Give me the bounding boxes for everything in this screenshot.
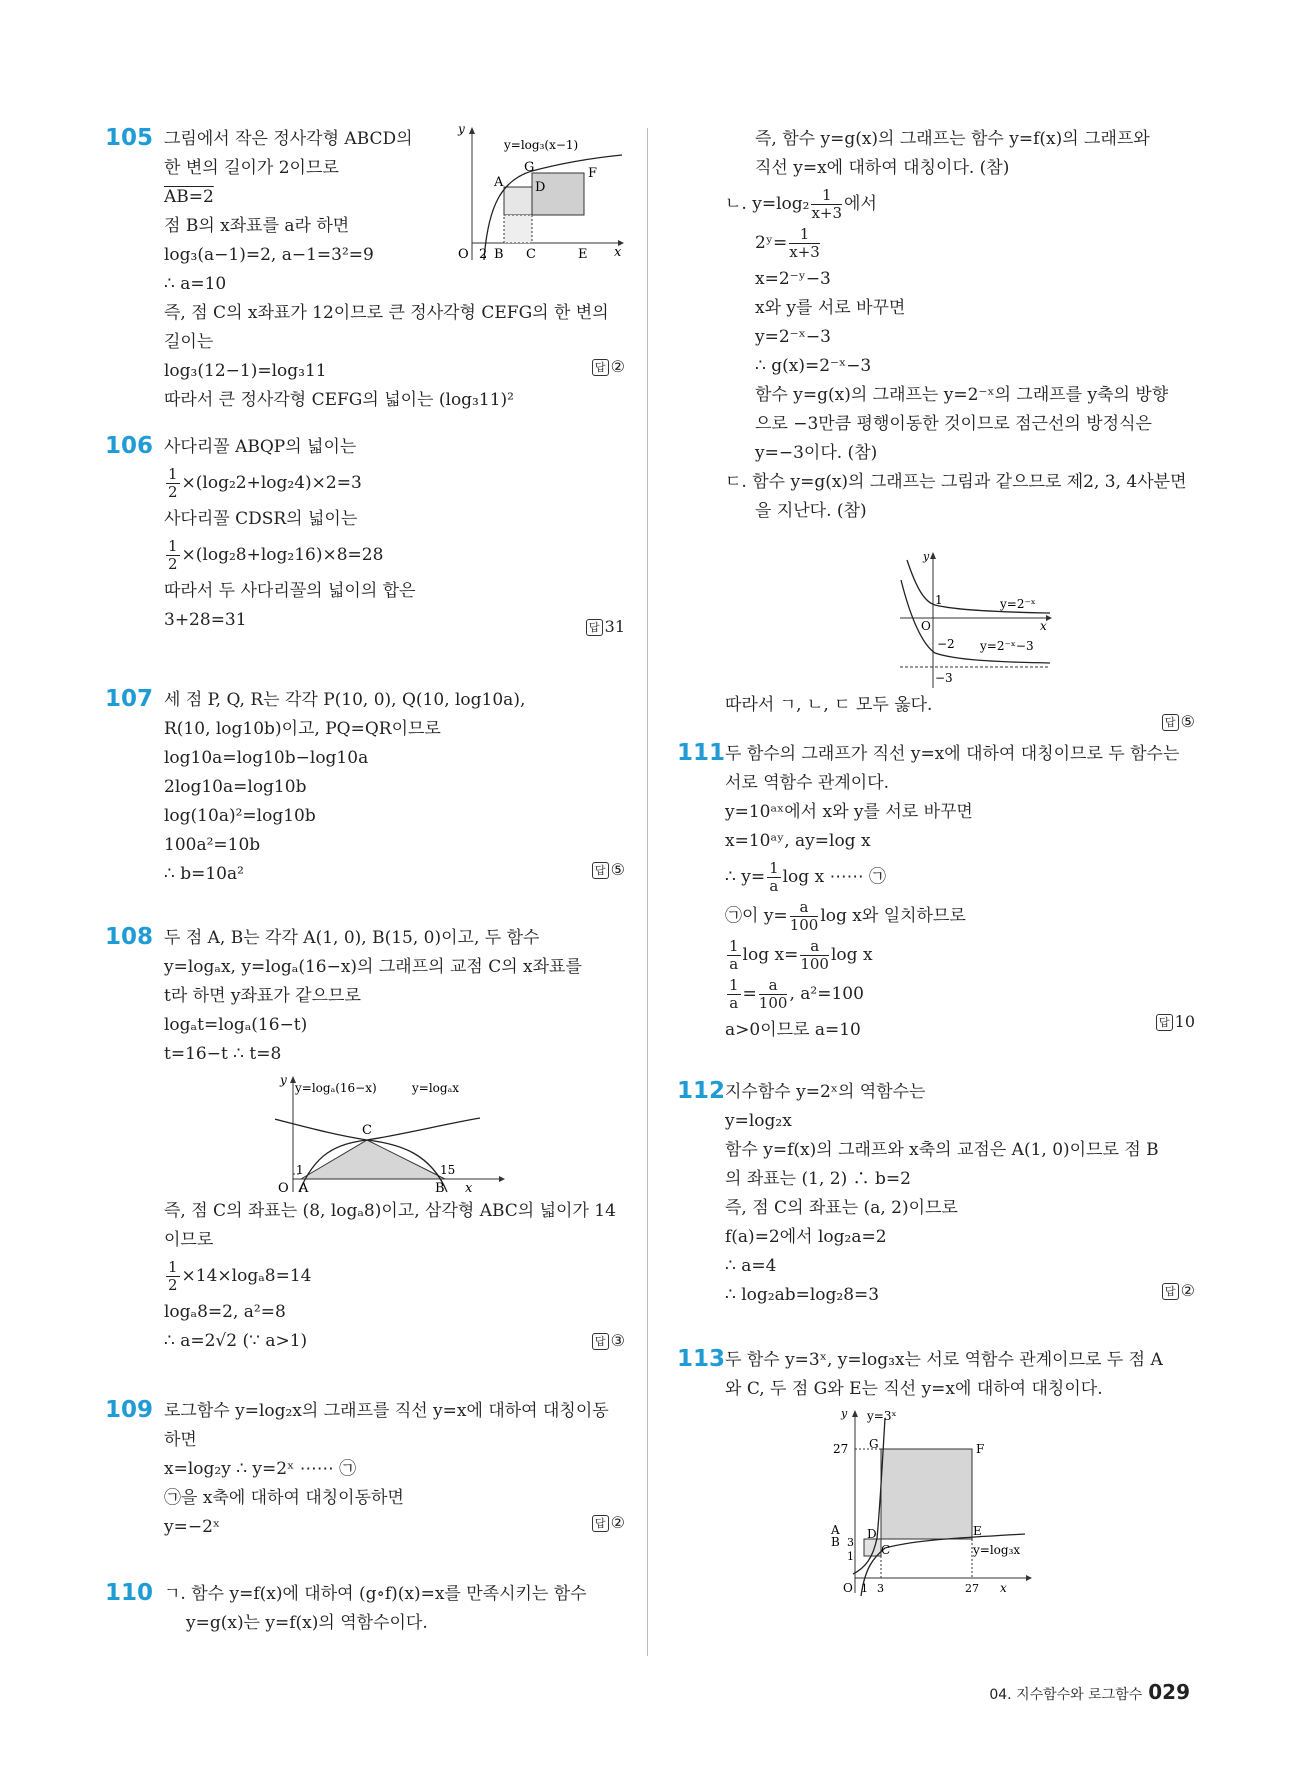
answer-icon: 답 <box>1162 1283 1179 1300</box>
graph-105 <box>452 125 627 265</box>
svg-text:O: O <box>921 619 931 633</box>
text-line: 하면 <box>164 1430 197 1450</box>
problem-number: 111 <box>677 740 726 766</box>
text-line: 을 지난다. (참) <box>755 501 867 521</box>
text-line: 즉, 함수 y=g(x)의 그래프는 함수 y=f(x)의 그래프와 <box>755 129 1150 149</box>
solution-text <box>725 1078 1195 1310</box>
text-line: 이므로 <box>164 1230 214 1250</box>
svg-text:y: y <box>841 1408 848 1420</box>
svg-text:E: E <box>578 247 588 262</box>
svg-text:C: C <box>526 247 536 262</box>
fraction: $\frac{a}{100}$ <box>758 976 788 1012</box>
text-line: 로그함수 y=log₂x의 그래프를 직선 y=x에 대하여 대칭이동 <box>164 1401 609 1421</box>
answer-mark: 답 ⑤ <box>592 860 625 879</box>
answer-mark: 답 ② <box>1162 1281 1195 1300</box>
svg-text:C: C <box>362 1123 372 1138</box>
svg-text:B: B <box>494 247 504 262</box>
problem-number: 110 <box>105 1580 154 1606</box>
answer-mark: 답 ② <box>592 1513 625 1532</box>
text-line: 지수함수 y=2ˣ의 역함수는 <box>725 1082 926 1102</box>
answer-icon: 답 <box>1156 1014 1173 1031</box>
fraction: $\frac{1}{2}$ <box>168 465 178 501</box>
problem-109 <box>100 1397 625 1542</box>
svg-text:C: C <box>881 1543 891 1557</box>
text-line: ∴ a=10 <box>164 274 227 294</box>
problem-108 <box>100 924 625 1359</box>
text-line: a>0이므로 a=10 <box>725 1020 861 1040</box>
text-line: logₐt=logₐ(16−t) <box>164 1015 308 1035</box>
text-line: 따라서 큰 정사각형 CEFG의 넓이는 (log₃11)² <box>164 390 514 410</box>
answer-icon: 답 <box>1162 714 1179 731</box>
svg-text:O: O <box>278 1181 289 1194</box>
svg-text:x: x <box>465 1181 473 1194</box>
text-line: $\frac{1}{2}$ ×(log₂2+log₂4)×2=3 <box>168 465 362 501</box>
solution-text <box>164 1580 625 1638</box>
fraction: $\frac{1}{2}$ <box>168 537 178 573</box>
text-line: ∴ b=10a² <box>164 864 244 884</box>
answer-icon: 답 <box>592 359 609 376</box>
svg-text:1: 1 <box>935 593 943 607</box>
solution-text <box>164 433 625 635</box>
fraction: $\frac{1}{x+3}$ <box>811 186 843 222</box>
svg-text:3: 3 <box>877 1582 884 1595</box>
answer-icon: 답 <box>592 862 609 879</box>
solution-text <box>164 686 625 889</box>
solution-text <box>725 740 1195 1045</box>
svg-text:y: y <box>923 550 930 563</box>
text-line: y=2⁻ˣ−3 <box>755 327 831 347</box>
text-line: 함수 y=f(x)의 그래프와 x축의 교점은 A(1, 0)이므로 점 B <box>725 1140 1159 1160</box>
text-line: 두 함수의 그래프가 직선 y=x에 대하여 대칭이므로 두 함수는 <box>725 744 1180 764</box>
svg-text:E: E <box>973 1524 982 1538</box>
svg-text:3: 3 <box>847 1536 854 1549</box>
text-line: t라 하면 y좌표가 같으므로 <box>164 986 361 1006</box>
svg-text:y=2⁻ˣ−3: y=2⁻ˣ−3 <box>980 639 1034 653</box>
text-line: y=−2ˣ <box>164 1517 221 1537</box>
chapter-title: 04. 지수함수와 로그함수 <box>989 1687 1143 1703</box>
graph-108 <box>275 1074 515 1194</box>
answer-icon: 답 <box>586 619 603 636</box>
text-line: y=logₐx, y=logₐ(16−x)의 그래프의 교점 C의 x좌표를 <box>164 957 582 977</box>
text-line: 즉, 점 C의 좌표는 (8, logₐ8)이고, 삼각형 ABC의 넓이가 14 <box>164 1201 616 1221</box>
svg-text:x: x <box>1040 619 1047 633</box>
text-line: $\frac{1}{a}$ = $\frac{a}{100}$ , a²=100 <box>729 976 864 1012</box>
svg-text:G: G <box>524 160 535 175</box>
svg-text:y: y <box>280 1074 287 1087</box>
text-line: 의 좌표는 (1, 2) ∴ b=2 <box>725 1169 911 1189</box>
svg-text:−2: −2 <box>937 637 955 651</box>
problem-112 <box>677 1078 1195 1308</box>
text-line: $\frac{1}{2}$ ×(log₂8+log₂16)×8=28 <box>168 537 384 573</box>
answer-mark: 답 ② <box>592 357 625 376</box>
text-line: R(10, log10b)이고, PQ=QR이므로 <box>164 719 441 739</box>
solution-text <box>725 1346 1195 1404</box>
text-line: 100a²=10b <box>164 835 261 855</box>
text-line: 따라서 ㄱ, ㄴ, ㄷ 모두 옳다. <box>725 695 933 715</box>
problem-105 <box>100 125 625 410</box>
text-line: 2log10a=log10b <box>164 777 307 797</box>
problem-number: 113 <box>677 1346 726 1372</box>
text-line: 즉, 점 C의 x좌표가 12이므로 큰 정사각형 CEFG의 한 변의 <box>164 303 609 323</box>
text-line: AB=2 <box>164 187 214 207</box>
svg-text:O: O <box>843 1581 853 1595</box>
text-line: x=log₂y ∴ y=2ˣ ⋯⋯ ㉠ <box>164 1459 357 1479</box>
svg-text:y=2⁻ˣ: y=2⁻ˣ <box>1000 597 1036 611</box>
fraction: $\frac{1}{x+3}$ <box>789 225 820 261</box>
answer-mark: 답 ⑤ <box>1162 712 1195 731</box>
text-line: x=2⁻ʸ−3 <box>755 269 831 289</box>
fraction: $\frac{a}{100}$ <box>789 898 819 934</box>
text-line: ㄴ. y=log₂ $\frac{1}{x+3}$ 에서 <box>725 186 877 222</box>
svg-text:15: 15 <box>440 1163 456 1177</box>
svg-text:27: 27 <box>965 1582 979 1595</box>
answer-mark: 답 ③ <box>592 1331 625 1350</box>
column-divider <box>647 128 648 1656</box>
svg-text:O: O <box>458 247 469 262</box>
text-line: ㄱ. 함수 y=f(x)에 대하여 (g∘f)(x)=x를 만족시키는 함수 <box>164 1584 587 1604</box>
text-line: 즉, 점 C의 좌표는 (a, 2)이므로 <box>725 1198 958 1218</box>
text-line: log(10a)²=log10b <box>164 806 316 826</box>
svg-text:27: 27 <box>833 1442 849 1456</box>
fraction: $\frac{1}{a}$ <box>729 976 739 1012</box>
svg-text:B: B <box>435 1181 445 1194</box>
text-line: 따라서 두 사다리꼴의 넓이의 합은 <box>164 581 416 601</box>
text-line: $\frac{1}{a}$ log x= $\frac{a}{100}$ log x <box>729 937 873 973</box>
answer-mark: 답 31 <box>586 617 625 636</box>
right-column <box>677 125 1195 1624</box>
answer-icon: 답 <box>592 1333 609 1350</box>
text-line: ㉠이 y= $\frac{a}{100}$ log x와 일치하므로 <box>725 898 966 934</box>
svg-text:A: A <box>299 1181 309 1194</box>
problem-111 <box>677 740 1195 1040</box>
text-line: 한 변의 길이가 2이므로 <box>164 158 339 178</box>
fraction: $\frac{a}{100}$ <box>800 937 829 973</box>
problem-110-continued <box>725 125 1195 731</box>
svg-text:1: 1 <box>296 1163 304 1177</box>
fraction: $\frac{1}{a}$ <box>769 859 779 895</box>
problem-110 <box>100 1580 625 1638</box>
text-line: log₃(12−1)=log₃11 <box>164 361 327 381</box>
svg-text:1: 1 <box>847 1550 854 1563</box>
text-line: 길이는 <box>164 332 214 352</box>
fraction: $\frac{1}{a}$ <box>729 937 739 973</box>
answer-mark: 답 10 <box>1156 1012 1195 1031</box>
text-line: log₃(a−1)=2, a−1=3²=9 <box>164 245 374 265</box>
text-line: 으로 −3만큼 평행이동한 것이므로 점근선의 방정식은 <box>755 414 1152 434</box>
svg-text:y=logₐ(16−x): y=logₐ(16−x) <box>295 1081 377 1095</box>
svg-text:F: F <box>976 1442 985 1456</box>
text-line: 그림에서 작은 정사각형 ABCD의 <box>164 129 413 149</box>
text-line: log10a=log10b−log10a <box>164 748 369 768</box>
problem-number: 107 <box>105 686 154 712</box>
svg-text:y=log₃x: y=log₃x <box>973 1543 1021 1557</box>
text-line: $\frac{1}{2}$ ×14×logₐ8=14 <box>168 1258 312 1294</box>
svg-text:−3: −3 <box>935 671 953 685</box>
svg-text:B: B <box>831 1535 840 1549</box>
text-line: 두 함수 y=3ˣ, y=log₃x는 서로 역함수 관계이므로 두 점 A <box>725 1350 1163 1370</box>
text-line: ∴ g(x)=2⁻ˣ−3 <box>755 356 872 376</box>
svg-text:F: F <box>588 166 598 181</box>
problem-113 <box>677 1346 1195 1595</box>
svg-text:2: 2 <box>479 247 488 262</box>
text-line: ㉠을 x축에 대하여 대칭이동하면 <box>164 1488 404 1508</box>
text-line: 직선 y=x에 대하여 대칭이다. (참) <box>755 158 1010 178</box>
text-line: logₐ8=2, a²=8 <box>164 1302 286 1322</box>
text-line: x=10ᵃʸ, ay=log x <box>725 831 871 851</box>
solution-text <box>164 1397 625 1542</box>
text-line: y=−3이다. (참) <box>755 443 878 463</box>
text-line: 두 점 A, B는 각각 A(1, 0), B(15, 0)이고, 두 함수 <box>164 928 540 948</box>
text-line: 3+28=31 <box>164 610 247 630</box>
left-column <box>100 125 625 1676</box>
text-line: 와 C, 두 점 G와 E는 직선 y=x에 대하여 대칭이다. <box>725 1379 1103 1399</box>
svg-text:D: D <box>867 1527 877 1541</box>
svg-text:y=3ˣ: y=3ˣ <box>867 1409 897 1423</box>
problem-107 <box>100 686 625 886</box>
text-line: ∴ a=2√2 (∵ a>1) <box>164 1331 308 1351</box>
text-line: t=16−t ∴ t=8 <box>164 1044 282 1064</box>
problem-number: 106 <box>105 433 154 459</box>
svg-text:A: A <box>494 175 504 190</box>
text-line: 사다리꼴 CDSR의 넓이는 <box>164 509 358 529</box>
svg-text:1: 1 <box>861 1582 868 1595</box>
problem-number: 108 <box>105 924 154 950</box>
text-line: ∴ y= $\frac{1}{a}$ log x ⋯⋯ ㉠ <box>725 859 886 895</box>
page-footer <box>989 1680 1190 1704</box>
answer-icon: 답 <box>592 1515 609 1532</box>
text-line: 점 B의 x좌표를 a라 하면 <box>164 216 350 236</box>
text-line: ∴ log₂ab=log₂8=3 <box>725 1285 880 1305</box>
text-line: y=10ᵃˣ에서 x와 y를 서로 바꾸면 <box>725 802 973 822</box>
problem-106 <box>100 433 625 648</box>
graph-113 <box>825 1408 1035 1598</box>
svg-text:A: A <box>831 1523 840 1537</box>
problem-number: 109 <box>105 1397 154 1423</box>
page-number: 029 <box>1148 1680 1190 1704</box>
svg-text:x: x <box>614 245 622 260</box>
svg-text:y=logₐx: y=logₐx <box>412 1081 459 1095</box>
text-line: 함수 y=g(x)의 그래프는 y=2⁻ˣ의 그래프를 y축의 방향 <box>755 385 1169 405</box>
graph-110 <box>895 550 1055 690</box>
svg-text:x: x <box>1000 1581 1007 1595</box>
problem-number: 105 <box>105 125 154 151</box>
svg-text:G: G <box>869 1437 879 1451</box>
problem-number: 112 <box>677 1078 726 1104</box>
text-line: 서로 역함수 관계이다. <box>725 773 890 793</box>
text-line: 2ʸ= $\frac{1}{x+3}$ <box>755 225 820 261</box>
text-line: ㄷ. 함수 y=g(x)의 그래프는 그림과 같으므로 제2, 3, 4사분면 <box>725 472 1187 492</box>
text-line: x와 y를 서로 바꾸면 <box>755 298 906 318</box>
text-line: 세 점 P, Q, R는 각각 P(10, 0), Q(10, log10a), <box>164 690 526 710</box>
svg-text:D: D <box>535 180 546 195</box>
fraction: $\frac{1}{2}$ <box>168 1258 178 1294</box>
text-line: y=g(x)는 y=f(x)의 역함수이다. <box>186 1613 428 1633</box>
svg-text:y: y <box>458 125 465 136</box>
text-line: f(a)=2에서 log₂a=2 <box>725 1227 887 1247</box>
text-line: 사다리꼴 ABQP의 넓이는 <box>164 437 357 457</box>
text-line: y=log₂x <box>725 1111 792 1131</box>
svg-text:y=log₃(x−1): y=log₃(x−1) <box>504 138 579 152</box>
text-line: ∴ a=4 <box>725 1256 777 1276</box>
